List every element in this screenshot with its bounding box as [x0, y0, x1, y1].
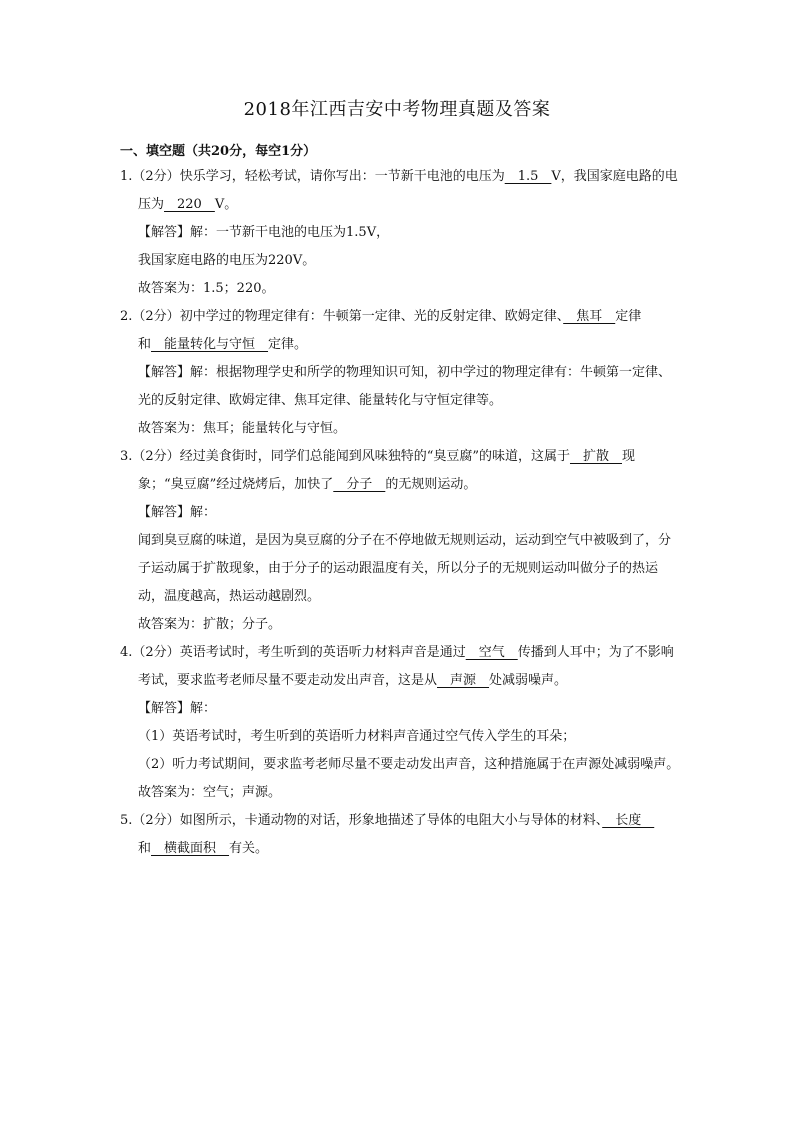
answer-blank-1: 空气 — [465, 645, 518, 660]
solution-text: 解：根据物理学史和所学的物理知识可知，初中学过的物理定律有：牛顿第一定律、光的反射定律、欧姆定律、焦耳定律、能量转化与守恒定律等。 — [138, 365, 672, 408]
solution-line: （1）英语考试时，考生听到的英语听力材料声音通过空气传入学生的耳朵； — [138, 729, 576, 744]
question-4 — [120, 639, 680, 695]
question-score: （2分） — [132, 169, 180, 184]
question-text: 的无规则运动。 — [385, 477, 477, 492]
solution-line: 我国家庭电路的电压为220V。 — [138, 253, 316, 268]
answer-line: 故答案为：扩散；分子。 — [138, 617, 282, 632]
answer-blank-2: 声源 — [437, 673, 490, 688]
question-number: 4. — [120, 645, 133, 660]
solution-label: 【解答】 — [138, 505, 191, 520]
solution-line: 闻到臭豆腐的味道，是因为臭豆腐的分子在不停地做无规则运动，运动到空气中被吸到了，分子运动属于扩散现象，由于分子的运动跟温度有关，所以分子的无规则运动叫做分子的热运动，温度越高，热运动越剧烈。 — [138, 533, 672, 604]
question-5 — [120, 807, 680, 863]
answer-blank-2: 能量转化与守恒 — [151, 337, 269, 352]
question-number: 2. — [120, 309, 133, 324]
question-list — [120, 163, 680, 863]
solution-line: （2）听力考试期间，要求监考老师尽量不要走动发出声音，这种措施属于在声源处减弱噪声。 — [138, 757, 680, 772]
question-text: V，我国家庭电路的电压为 — [138, 169, 678, 212]
answer-line: 故答案为：1.5；220。 — [138, 281, 275, 296]
question-score: （2分） — [132, 813, 180, 828]
solution-label: 【解答】 — [138, 365, 191, 380]
question-score: （2分） — [132, 645, 180, 660]
answer-blank-1: 扩散 — [569, 449, 622, 464]
question-score: （2分） — [132, 309, 180, 324]
question-text: 定律和 — [138, 309, 642, 352]
question-text: V。 — [214, 197, 238, 212]
answer-blank-1: 焦耳 — [563, 309, 616, 324]
question-3 — [120, 443, 680, 499]
question-2 — [120, 303, 680, 359]
answer-blank-1: 1.5 — [504, 169, 552, 184]
question-text: 经过美食街时，同学们总能闻到风味独特的“臭豆腐”的味道，这属于 — [179, 449, 570, 464]
solution-text: 解： — [190, 505, 217, 520]
section-heading: 一、填空题（共20分，每空1分） — [120, 144, 317, 159]
question-number: 5. — [120, 813, 133, 828]
question-1 — [120, 163, 680, 219]
question-text: 处减弱噪声。 — [489, 673, 568, 688]
question-score: （2分） — [132, 449, 180, 464]
question-text: 快乐学习，轻松考试，请你写出：一节新干电池的电压为 — [179, 169, 505, 184]
answer-blank-1: 长度 — [602, 813, 655, 828]
question-number: 3. — [120, 449, 133, 464]
solution-line — [120, 695, 680, 723]
question-text: 有关。 — [229, 841, 269, 856]
question-text: 和 — [138, 841, 152, 856]
solution-label: 【解答】 — [138, 701, 191, 716]
solution-line — [120, 359, 680, 415]
answer-line: 故答案为：焦耳；能量转化与守恒。 — [138, 421, 347, 436]
question-number: 1. — [120, 169, 133, 184]
answer-blank-2: 220 — [164, 197, 215, 212]
answer-blank-2: 横截面积 — [151, 841, 230, 856]
solution-line — [120, 499, 680, 527]
question-text: 定律。 — [268, 337, 308, 352]
solution-line — [120, 219, 680, 247]
solution-label: 【解答】 — [138, 225, 191, 240]
answer-blank-2: 分子 — [333, 477, 386, 492]
question-text: 初中学过的物理定律有：牛顿第一定律、光的反射定律、欧姆定律、 — [179, 309, 564, 324]
question-text: 英语考试时，考生听到的英语听力材料声音是通过 — [179, 645, 466, 660]
answer-line: 故答案为：空气；声源。 — [138, 785, 282, 800]
question-text: 现象；“臭豆腐”经过烧烤后，加快了 — [138, 449, 636, 492]
solution-text: 解： — [190, 701, 217, 716]
question-text: 传播到人耳中；为了不影响考试，要求监考老师尽量不要走动发出声音，这是从 — [138, 645, 674, 688]
solution-text: 解：一节新干电池的电压为1.5V， — [190, 225, 390, 240]
question-text: 如图所示，卡通动物的对话，形象地描述了导体的电阻大小与导体的材料、 — [179, 813, 603, 828]
page-title: 2018年江西吉安中考物理真题及答案 — [243, 99, 551, 120]
